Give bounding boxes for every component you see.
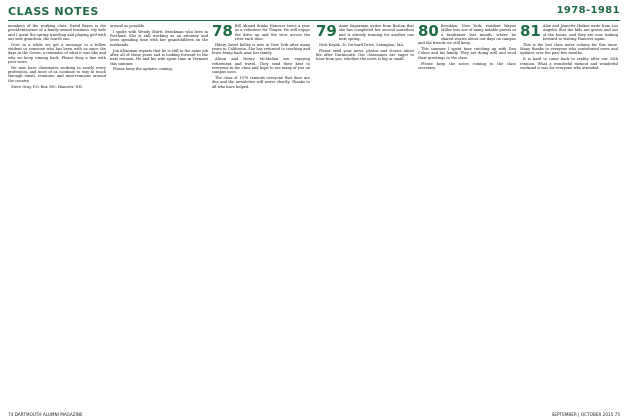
text-column-1 — [8, 24, 106, 91]
paragraph: Over in a while we get a message to a fellow student or someone who has been with us since the days in the Green, a reminder of what it was like and why we keep coming back. Please drop a line with your news. — [8, 42, 106, 64]
paragraph: Please keep the notes coming to the class secretary. — [418, 61, 516, 70]
paragraph: Alison and Henry McMullan are enjoying retirement and travel. They send their best to everyone in the class and hope to see many of you on campus soon. — [212, 57, 310, 75]
paragraph: Please send your news, photos and stories about life after Dartmouth. Our classmates are eager to hear from you, whether the news is big or small. — [316, 48, 414, 62]
paragraph: Steve Gray, P.O. Box 390, Hanover, NH. — [11, 84, 83, 89]
paragraph: Jon Kleinman reports that he is still in the same job after all of these years and is looking forward to the next reunion. He and his wife spent time in Vermont this summer. — [110, 48, 208, 66]
text-column-6 — [520, 24, 618, 72]
class-year-label: 81 — [520, 22, 541, 40]
text-column-2 — [110, 24, 208, 73]
paragraph: This summer I spent time catching up with Dan Cohen and his family. They are doing well and send their greetings to the class. — [418, 47, 516, 60]
text-column-5 — [418, 24, 516, 72]
class-year-label: 78 — [212, 22, 233, 40]
paragraph: I spoke with Wendy Shirts Swinkman who lives in Portland. She is still working as an attorney and loves spending time with her grandchildren on the weekends. — [110, 29, 208, 47]
footer-right: SEPTEMBER | OCTOBER 2015 75 — [551, 412, 620, 417]
paragraph: Hilary Zeitel Kelley is now in New York after many years in California. She has returned to teaching and loves being back near her family. — [212, 42, 310, 56]
class-years: 1978-1981 — [556, 5, 620, 16]
paragraph: This is the last class notes column for this issue. Many thanks to everyone who contributed news and updates over the past few months. — [520, 42, 618, 56]
footer-left: 74 DARTMOUTH ALUMNI MAGAZINE — [8, 412, 83, 417]
class-year-label: 80 — [418, 22, 439, 40]
paragraph: Brooklyn, New York, resident Wayne Miller was one of many notable guests at a fundraiser last month, where he shared stories about our days on campus and the friends we still keep. — [418, 24, 517, 46]
section-title: CLASS NOTES — [8, 5, 99, 18]
paragraph: Please keep the updates coming. — [113, 67, 173, 72]
paragraph: members of the working class. David Reyes is the president/owner of a family-owned business. My wife and I spent the spring traveling and playing golf with our new grandson, the fourth one. — [8, 24, 106, 41]
paragraph: The class of 1978 reminds everyone that dues are due and the newsletter will arrive shortly. Thanks to all who have helped. — [212, 76, 310, 89]
paragraph: Alan and Jeanette Heikes write from Los Angeles that the kids are grown and out of the house, and they are now looking forward to visiting Hanover again. — [542, 24, 618, 41]
paragraph: We now have classmates working in nearly every profession, and most of us continue to stay in touch through email, reunions, and mini-reunions around the country. — [8, 65, 106, 83]
text-column-3 — [212, 24, 310, 91]
paragraph: Bill Ahmed thinks Hanover twice a year as a volunteer for Thayer. He still enjoys the drive up and the view across the river each time. — [234, 24, 310, 41]
page-header — [0, 0, 628, 22]
class-year-label: 79 — [316, 22, 337, 40]
text-column-4 — [316, 24, 414, 63]
paragraph: around as possible. — [110, 24, 146, 28]
paragraph: Nick Koyak, 10 Orchard Drive, Lexington, MA. — [319, 42, 405, 47]
header-rule — [8, 20, 620, 21]
paragraph: Anne Sugarman writes from Boston that she has completed her second marathon and is already training for another one next spring. — [338, 24, 414, 41]
paragraph: It is hard to come back to reality after our 35th reunion. What a wonderful turnout and wonderful weekend it was for everyone who attended. — [520, 57, 618, 70]
